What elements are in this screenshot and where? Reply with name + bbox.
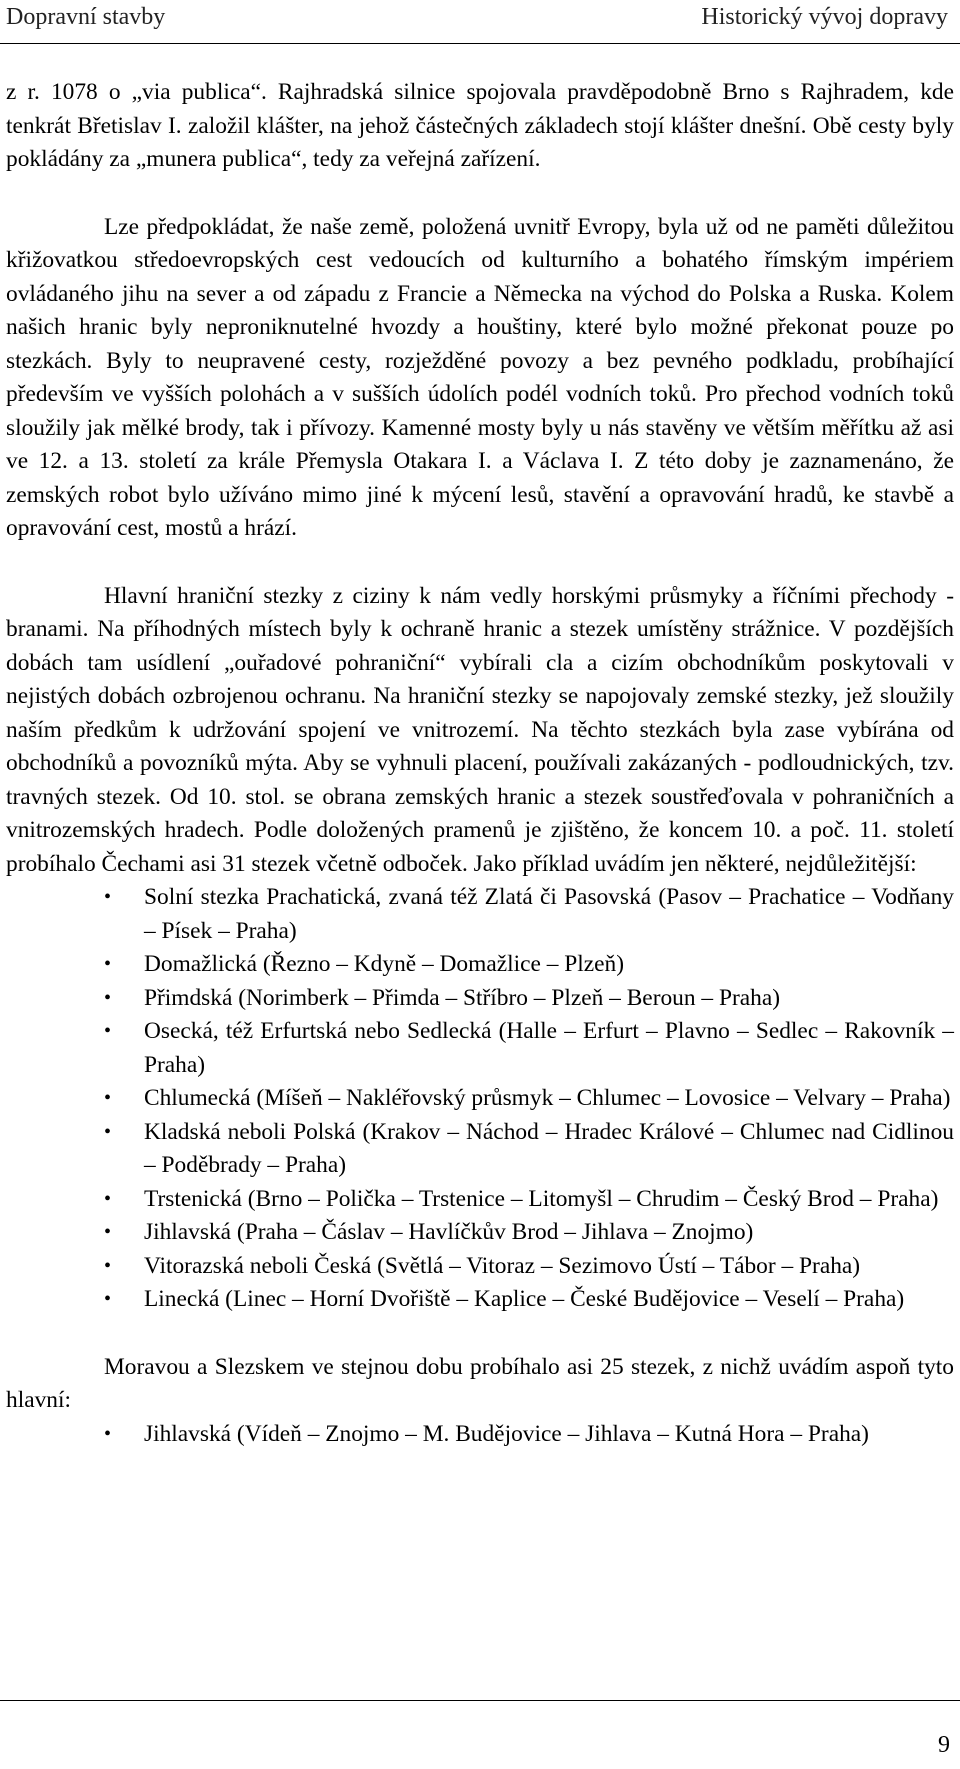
bullet-icon: •: [104, 1187, 112, 1210]
bullet-icon: •: [104, 1288, 112, 1310]
page-content: [6, 76, 954, 1451]
moravia-routes-list: [6, 1418, 954, 1452]
paragraph-border-paths: Hlavní hraniční stezky z ciziny k nám vedly horskými průsmyky a říčními přechody - branami. Na příhodných místech byly k ochraně hranic a stezek umístěny strážnice. V pozdějších dobách tam usídlení „ouřadové pohraniční“ vybírali cla a cizím obchodníkům poskytovali v nejistých dobách ozbrojenou ochranu. Na hraniční stezky se napojovaly zemské stezky, jež sloužily naším předkům k udržování spojení ve vnitrozemí. Na těchto stezkách byla zase vybírána od obchodníků a povozníků mýta. Aby se vyhnuli placení, používali zakázaných - podloudnických, tzv. travných stezek. Od 10. stol. se obrana zemských hranic a stezek soustřeďovala v pohraničních a vnitrozemských hradech. Podle doložených pramenů je zjištěno, že koncem 10. a poč. 11. století probíhalo Čechami asi 31 stezek včetně odboček. Jako příklad uvádím jen některé, nejdůležitější:: [6, 582, 954, 877]
page-number: 9: [938, 1732, 950, 1758]
paragraph-moravia: Moravou a Slezskem ve stejnou dobu probíhalo asi 25 stezek, z nichž uvádím aspoň tyto hlavní:: [6, 1353, 954, 1413]
list-item: • Kladská neboli Polská (Krakov – Náchod – Hradec Králové – Chlumec nad Cidlinou – Poděbrady – Praha): [6, 1116, 954, 1183]
paragraph-crossroads: Lze předpokládat, že naše země, položená uvnitř Evropy, byla už od ne paměti důležitou křižovatkou středoevropských cest vedoucích od kulturního a bohatého římským impériem ovládaného jihu na sever a od západu z Francie a Německa na východ do Polska a Ruska. Kolem našich hranic byly neproniknutelné hvozdy a houštiny, které bylo možné překonat pouze po stezkách. Byly to neupravené cesty, rozježděné povozy a bez pevného podkladu, probíhající především ve vyšších polohách a v sušších údolích podél vodních toků. Pro přechod vodních toků sloužily jak mělké brody, tak i přívozy. Kamenné mosty byly u nás stavěny ve větším měřítku až asi ve 12. a 13. století za krále Přemysla Otakara I. a Václava I. Z této doby je zaznamenáno, že zemských robot bylo užíváno mimo jiné k mýcení lesů, stavění a opravování hradů, ke stavbě a opravování cest, mostů a hrází.: [6, 213, 954, 541]
bullet-icon: •: [104, 1221, 112, 1243]
bullet-icon: •: [104, 1020, 112, 1042]
list-item: • Chlumecká (Míšeň – Nakléřovský průsmyk – Chlumec – Lovosice – Velvary – Praha): [6, 1082, 954, 1116]
bullet-icon: •: [104, 886, 112, 908]
bullet-icon: •: [104, 953, 112, 975]
list-item: • Solní stezka Prachatická, zvaná též Zlatá či Pasovská (Pasov – Prachatice – Vodňany – Písek – Praha): [6, 881, 954, 948]
header-title-left: Dopravní stavby: [6, 4, 166, 30]
page-header: [0, 0, 960, 48]
paragraph-intro: z r. 1078 o „via publica“. Rajhradská silnice spojovala pravděpodobně Brno s Rajhradem, kde tenkrát Břetislav I. založil klášter, na jehož částečných základech stojí klášter dnešní. Obě cesty byly pokládány za „munera publica“, tedy za veřejná zařízení.: [6, 79, 954, 172]
list-item: • Linecká (Linec – Horní Dvořiště – Kaplice – České Budějovice – Veselí – Praha): [6, 1283, 954, 1317]
list-item: • Vitorazská neboli Česká (Světlá – Vitoraz – Sezimovo Ústí – Tábor – Praha): [6, 1250, 954, 1284]
list-item: • Jihlavská (Praha – Čáslav – Havlíčkův Brod – Jihlava – Znojmo): [6, 1216, 954, 1250]
list-item: • Osecká, též Erfurtská nebo Sedlecká (Halle – Erfurt – Plavno – Sedlec – Rakovník – Praha): [6, 1015, 954, 1082]
bullet-icon: •: [104, 1087, 112, 1109]
list-item: • Přimdská (Norimberk – Přimda – Stříbro – Plzeň – Beroun – Praha): [6, 982, 954, 1016]
bohemia-routes-list: [6, 881, 954, 1317]
footer-divider: [0, 1700, 960, 1701]
list-item: • Trstenická (Brno – Polička – Trstenice – Litomyšl – Chrudim – Český Brod – Praha): [6, 1183, 954, 1217]
bullet-icon: •: [104, 1120, 112, 1143]
bullet-icon: •: [104, 1254, 112, 1277]
list-item: • Jihlavská (Vídeň – Znojmo – M. Budějovice – Jihlava – Kutná Hora – Praha): [6, 1418, 954, 1452]
list-item: • Domažlická (Řezno – Kdyně – Domažlice – Plzeň): [6, 948, 954, 982]
header-divider: [0, 43, 960, 44]
bullet-icon: •: [104, 986, 112, 1009]
header-title-right: Historický vývoj dopravy: [701, 4, 948, 30]
bullet-icon: •: [104, 1422, 112, 1445]
